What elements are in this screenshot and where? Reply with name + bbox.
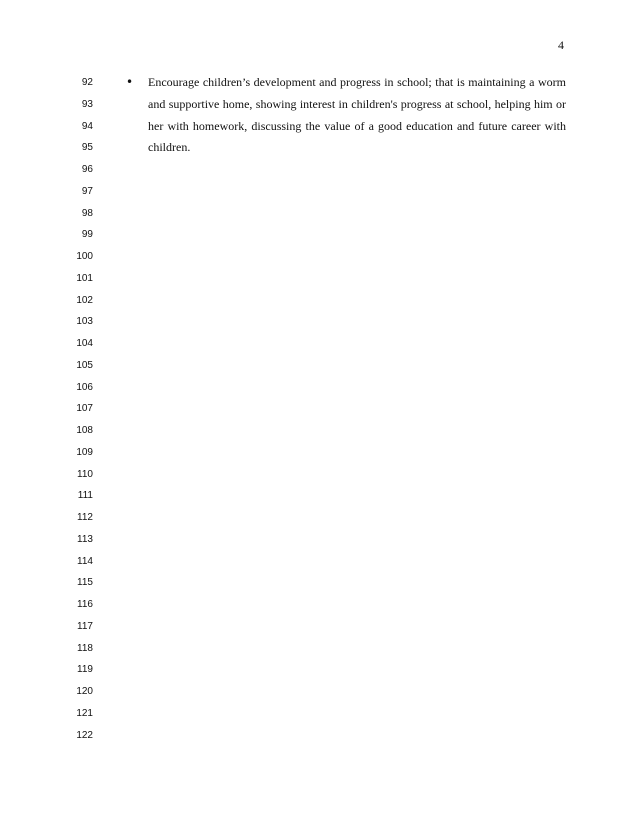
line-number: 108 <box>76 425 93 436</box>
line-number: 93 <box>81 98 93 110</box>
line-number: 120 <box>76 686 93 697</box>
page-number: 4 <box>558 38 564 52</box>
bullet-list-item <box>126 72 566 159</box>
line-number: 119 <box>77 664 93 676</box>
line-number: 114 <box>77 555 93 567</box>
line-number: 105 <box>76 359 93 371</box>
line-number: 117 <box>77 620 93 632</box>
line-number: 101 <box>76 272 93 284</box>
line-number: 102 <box>76 294 93 306</box>
line-number: 118 <box>77 642 93 654</box>
line-number-column <box>0 72 95 746</box>
line-number: 107 <box>76 403 93 415</box>
bullet-paragraph: Encourage children’s development and progress in school; that is maintaining a worm and supportive home, showing interest in children's progress at school, helping him or her with homework, discussing the value of a good education and future career with children. <box>148 75 566 155</box>
line-number: 111 <box>77 490 93 502</box>
line-number: 96 <box>81 164 93 175</box>
line-number: 109 <box>76 446 93 458</box>
document-body <box>126 72 566 159</box>
line-number: 113 <box>77 533 93 545</box>
line-number: 94 <box>81 120 93 132</box>
line-number: 92 <box>81 77 93 88</box>
line-number: 106 <box>76 381 93 393</box>
bullet-icon: • <box>126 75 134 89</box>
line-number: 100 <box>76 251 93 262</box>
line-number: 98 <box>81 207 93 219</box>
line-number: 99 <box>81 229 93 241</box>
line-number: 115 <box>77 577 93 589</box>
line-number: 104 <box>76 338 93 349</box>
line-number: 121 <box>76 707 93 719</box>
line-number: 112 <box>77 512 93 523</box>
line-number: 122 <box>76 729 93 741</box>
line-number: 103 <box>76 316 93 328</box>
line-number: 110 <box>77 468 93 480</box>
line-number: 97 <box>81 185 93 197</box>
line-number: 116 <box>77 599 93 610</box>
line-number: 95 <box>81 142 93 154</box>
